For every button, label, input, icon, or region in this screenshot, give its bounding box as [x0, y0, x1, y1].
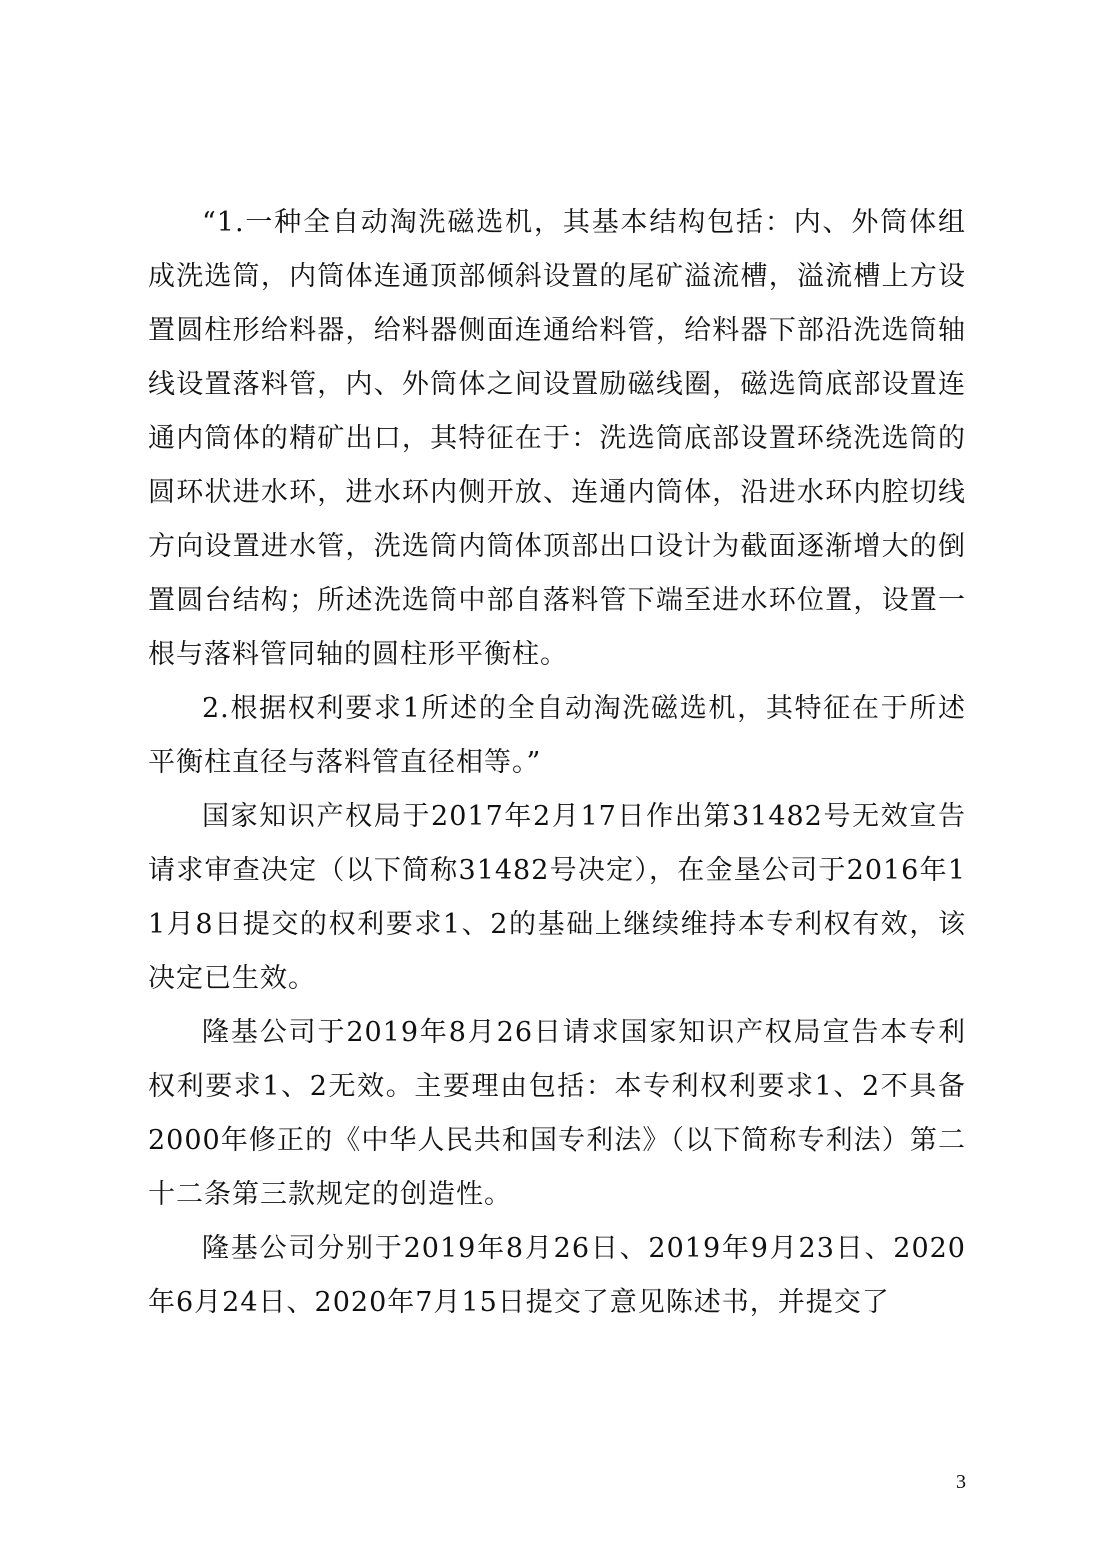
submission-paragraph: 隆基公司分别于2019年8月26日、2019年9月23日、2020年6月24日、2020年7月15日提交了意见陈述书，并提交了 — [148, 1233, 966, 1318]
decision-31482-paragraph: 国家知识产权局于2017年2月17日作出第31482号无效宣告请求审查决定（以下简称31482号决定），在金垦公司于2016年11月8日提交的权利要求1、2的基础上继续维持本专利权有效，该决定已生效。 — [148, 801, 966, 994]
page-number: 3 — [956, 1471, 966, 1493]
claim-2-paragraph: 2.根据权利要求1所述的全自动淘洗磁选机，其特征在于所述平衡柱直径与落料管直径相等。” — [148, 693, 966, 778]
invalidation-request-paragraph: 隆基公司于2019年8月26日请求国家知识产权局宣告本专利权利要求1、2无效。主要理由包括：本专利权利要求1、2不具备2000年修正的《中华人民共和国专利法》（以下简称专利法）第二十二条第三款规定的创造性。 — [148, 1017, 966, 1210]
claim-1-paragraph: “1.一种全自动淘洗磁选机，其基本结构包括：内、外筒体组成洗选筒，内筒体连通顶部倾斜设置的尾矿溢流槽，溢流槽上方设置圆柱形给料器，给料器侧面连通给料管，给料器下部沿洗选筒轴线设置落料管，内、外筒体之间设置励磁线圈，磁选筒底部设置连通内筒体的精矿出口，其特征在于：洗选筒底部设置环绕洗选筒的圆环状进水环，进水环内侧开放、连通内筒体，沿进水环内腔切线方向设置进水管，洗选筒内筒体顶部出口设计为截面逐渐增大的倒置圆台结构；所述洗选筒中部自落料管下端至进水环位置，设置一根与落料管同轴的圆柱形平衡柱。 — [148, 207, 966, 670]
document-body — [148, 196, 966, 1330]
